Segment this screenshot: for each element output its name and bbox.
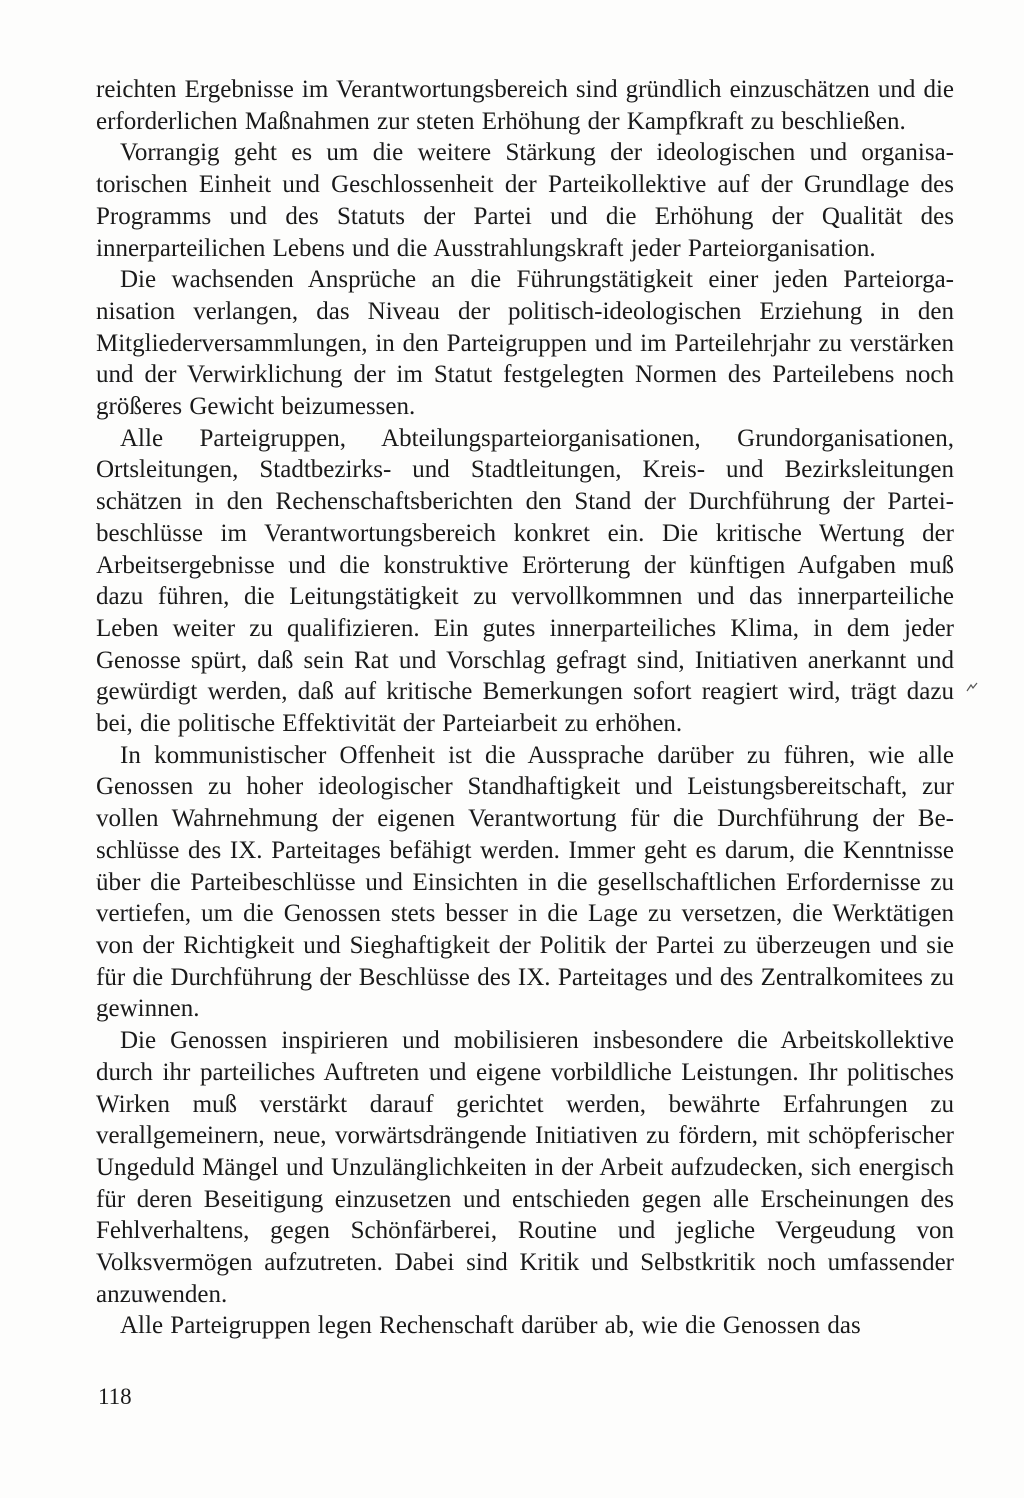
paragraph-4: Alle Parteigruppen, Abteilungsparteiorganisationen, Grundorganisationen, Ortsleitungen, Stadtbezirks- und Stadtleitungen, Kreis- und Bezirksleitungen schätzen in den Rechenschaftsberichten den Stand der Durchführung der Parteibeschlüsse im Verantwortungsbereich konkret ein. Die kritische Wertung der Arbeitsergebnisse und die konstruktive Erörterung der künftigen Aufgaben muß dazu führen, die Leitungstätigkeit zu vervollkommnen und das innerparteiliche Leben weiter zu qualifizieren. Ein gutes innerparteiliches Klima, in dem jeder Genosse spürt, daß sein Rat und Vorschlag gefragt sind, Initiativen anerkannt und gewürdigt werden, daß auf kritische Bemerkungen sofort reagiert wird, trägt dazu bei, die politische Effektivität der Parteiarbeit zu erhöhen. [96, 424, 954, 738]
paragraph-3: Die wachsenden Ansprüche an die Führungstätigkeit einer jeden Parteiorganisation verlangen, das Niveau der politisch-ideologischen Erziehung in den Mitgliederversammlungen, in den Parteigruppen und im Parteilehrjahr zu verstärken und der Verwirklichung der im Statut festgelegten Normen des Parteilebens noch größeres Gewicht beizumessen. [96, 266, 954, 421]
paragraph-6: Die Genossen inspirieren und mobilisieren insbesondere die Arbeitskollektive durch ihr parteiliches Auftreten und eigene vorbildliche Leistungen. Ihr politisches Wirken muß verstärkt darauf gerichtet werden, bewährte Erfahrungen zu verallgemeinern, neue, vorwärtsdrängende Initiativen zu fördern, mit schöpferischer Ungeduld Mängel und Unzulänglichkeiten in der Arbeit aufzudecken, sich energisch für deren Beseitigung einzusetzen und entschieden gegen alle Erscheinungen des Fehlverhaltens, gegen Schönfärberei, Routine und jegliche Vergeudung von Volksvermögen aufzutreten. Dabei sind Kritik und Selbstkritik noch umfassender anzuwenden. [96, 1027, 954, 1308]
body-text [96, 74, 954, 1342]
paragraph-2: Vorrangig geht es um die weitere Stärkung der ideologischen und organisatorischen Einheit und Geschlossenheit der Parteikollektive auf der Grundlage des Programms und des Statuts der Partei und die Erhöhung der Qualität des innerparteilichen Lebens und die Ausstrahlungskraft jeder Parteiorganisation. [96, 139, 954, 262]
paragraph-5: In kommunistischer Offenheit ist die Aussprache darüber zu führen, wie alle Genossen zu hoher ideologischer Standhaftigkeit und Leistungsbereitschaft, zur vollen Wahrnehmung der eigenen Verantwortung für die Durchführung der Beschlüsse des IX. Parteitages befähigt werden. Immer geht es darum, die Kenntnisse über die Parteibeschlüsse und Einsichten in die gesellschaftlichen Erfordernisse zu vertiefen, um die Genossen stets besser in die Lage zu versetzen, die Werktätigen von der Richtigkeit und Sieghaftigkeit der Politik der Partei zu überzeugen und sie für die Durchführung der Beschlüsse des IX. Parteitages und des Zentralkomitees zu gewinnen. [96, 741, 954, 1023]
page-number: 118 [98, 1384, 132, 1409]
paragraph-1: reichten Ergebnisse im Verantwortungsbereich sind gründlich einzuschätzen und die erforderlichen Maßnahmen zur steten Erhöhung der Kampfkraft zu beschließen. [96, 76, 954, 135]
margin-pencil-mark [966, 682, 978, 692]
paragraph-7: Alle Parteigruppen legen Rechenschaft darüber ab, wie die Genossen das [120, 1312, 861, 1340]
